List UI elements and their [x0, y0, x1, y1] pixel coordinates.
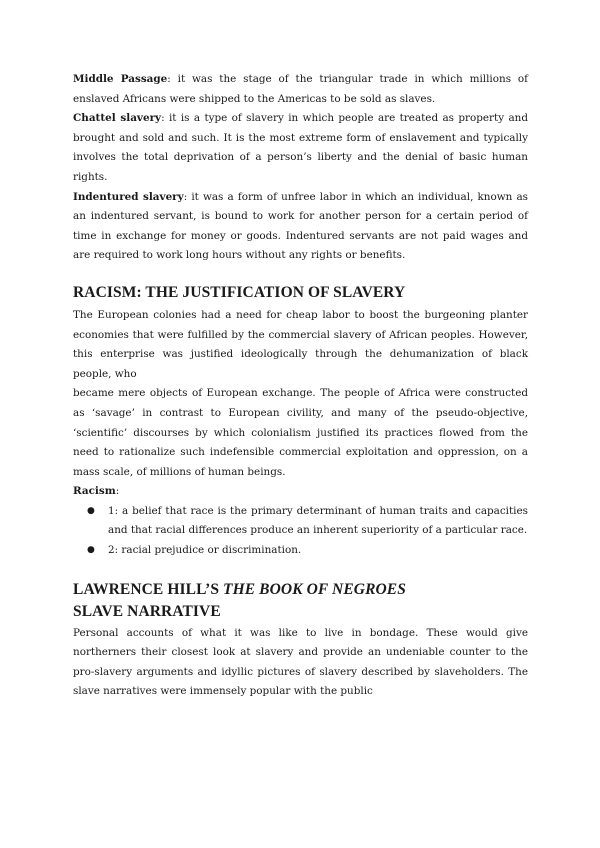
glossary-term: Middle Passage: [73, 73, 168, 85]
section-heading-racism: RACISM: THE JUSTIFICATION OF SLAVERY: [73, 283, 406, 301]
glossary-entry-middle-passage: [73, 70, 528, 109]
racism-paragraph-2: became mere objects of European exchange. The people of Africa were constructed as ‘savage’ in contrast to European civility, and many of the pseudo-objective, ‘scientific’ discourses by which colonialism justified its practices flowed from the need to rationalize such indefensible commercial exploitation and oppression, on a mass scale, of millions of human beings.: [73, 387, 528, 478]
slave-narrative-paragraph: Personal accounts of what it was like to live in bondage. These would give northerners their closest look at slavery and provide an undeniable counter to the pro-slavery arguments and idyllic pictures of slavery described by slaveholders. The slave narratives were immensely popular with the public: [73, 626, 528, 698]
glossary-definition: : it is a type of slavery in which people are treated as property and brought and sold and such. It is the most extreme form of enslavement and typically involves the total deprivation of a person’s liberty and the denial of basic human rights.: [73, 112, 528, 183]
bullet-icon: ●: [87, 545, 95, 556]
heading-prefix: LAWRENCE HILL’S: [73, 580, 224, 598]
glossary-term: Indentured slavery: [73, 190, 184, 203]
racism-term: Racism: [73, 485, 116, 498]
section-subheading-slave-narrative: SLAVE NARRATIVE: [73, 602, 221, 620]
book-title: THE BOOK OF NEGROES: [223, 580, 406, 598]
list-item-text: 2: racial prejudice or discrimination.: [108, 544, 302, 557]
list-item: [73, 502, 528, 541]
glossary-term: Chattel slavery: [73, 112, 162, 125]
racism-paragraph-1: The European colonies had a need for cheap labor to boost the burgeoning planter economies that were fulfilled by the commercial slavery of African peoples. However, this enterprise was justified ideologically through the dehumanization of black people, who: [73, 308, 528, 380]
racism-colon: :: [115, 485, 120, 498]
glossary-definition: : it was the stage of the triangular trade in which millions of enslaved Africans were shipped to the Americas to be sold as slaves.: [73, 73, 528, 105]
glossary-definition: : it was a form of unfree labor in which an individual, known as an indentured servant, is bound to work for another person for a certain period of time in exchange for money or goods. Indentured servants are not paid wages and are required to work long hours without any rights or benefits.: [73, 190, 529, 262]
document-page: [73, 70, 528, 702]
glossary-entry-indentured-slavery: [73, 188, 528, 266]
racism-definition-list: [73, 502, 528, 561]
racism-definition-label: [73, 482, 528, 502]
section-heading-book: [73, 579, 528, 601]
list-item-text: 1: a belief that race is the primary determinant of human traits and capacities and that racial differences produce an inherent superiority of a particular race.: [108, 504, 528, 537]
list-item: [73, 541, 528, 561]
bullet-icon: ●: [87, 505, 95, 516]
glossary-entry-chattel-slavery: [73, 109, 528, 187]
